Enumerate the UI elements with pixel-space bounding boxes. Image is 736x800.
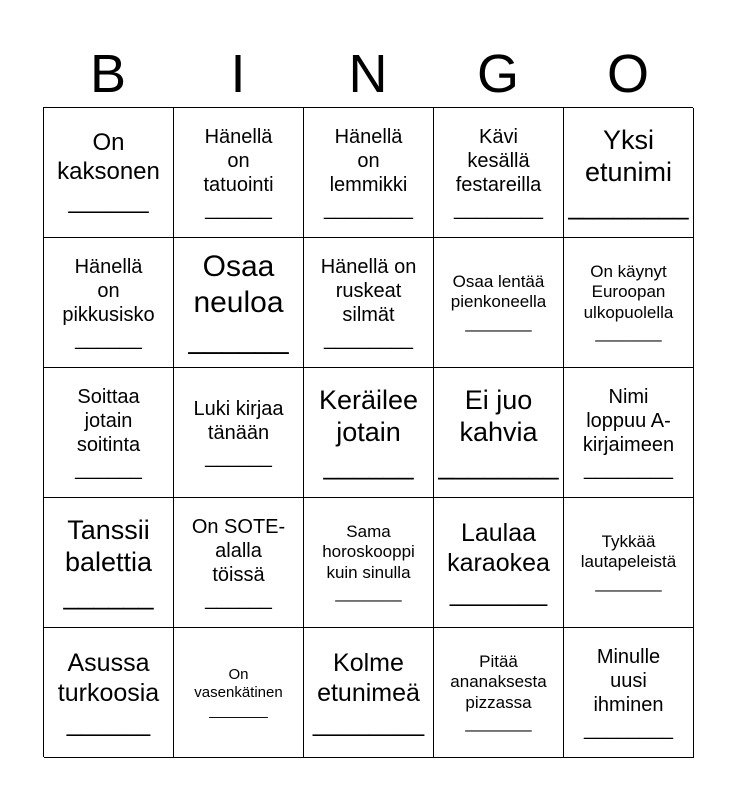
bingo-header [43, 44, 693, 104]
cell-text: Minulle uusi ihminen ________ [584, 645, 673, 740]
bingo-cell[interactable] [434, 108, 564, 238]
cell-text: Keräilee jotain ______ [318, 384, 419, 480]
cell-text: On vasenkätinen _______ [194, 665, 283, 719]
bingo-cell[interactable] [564, 498, 694, 628]
cell-text: On SOTE- alalla töissä ______ [191, 515, 286, 610]
cell-text: Osaa neuloa ______ [188, 249, 289, 355]
bingo-cell[interactable] [44, 628, 174, 758]
cell-text: Laulaa karaokea _______ [447, 518, 550, 607]
header-letter-n: N [348, 44, 388, 104]
cell-text: Kävi kesällä festareilla ________ [454, 125, 543, 220]
bingo-cell[interactable] [174, 238, 304, 368]
bingo-cell[interactable] [174, 628, 304, 758]
cell-text: Osaa lentää pienkoneella _______ [450, 271, 547, 332]
bingo-cell[interactable] [434, 498, 564, 628]
bingo-grid [43, 107, 693, 757]
bingo-cell[interactable] [304, 368, 434, 498]
bingo-cell[interactable] [434, 628, 564, 758]
bingo-cell[interactable] [174, 368, 304, 498]
cell-text: Yksi etunimi ________ [568, 124, 689, 220]
bingo-cell[interactable] [434, 368, 564, 498]
cell-text: On käynyt Euroopan ulkopuolella _______ [583, 261, 674, 342]
header-letter-g: G [476, 44, 519, 104]
cell-text: Asussa turkoosia ______ [57, 648, 160, 737]
bingo-cell[interactable] [564, 238, 694, 368]
bingo-cell[interactable] [564, 628, 694, 758]
bingo-cell[interactable] [304, 498, 434, 628]
header-letter-i: I [230, 44, 246, 104]
cell-text: Hänellä on tatuointi ______ [203, 125, 274, 220]
cell-text: Sama horoskooppi kuin sinulla _______ [322, 521, 415, 602]
bingo-cell[interactable] [44, 498, 174, 628]
cell-text: Nimi loppuu A- kirjaimeen ________ [582, 385, 675, 480]
cell-text: Hänellä on ruskeat silmät ________ [320, 255, 417, 350]
bingo-cell[interactable] [44, 108, 174, 238]
cell-text: Luki kirjaa tänään ______ [193, 397, 284, 468]
bingo-cell[interactable] [44, 238, 174, 368]
bingo-cell[interactable] [44, 368, 174, 498]
bingo-cell[interactable] [304, 628, 434, 758]
bingo-cell[interactable] [174, 108, 304, 238]
bingo-cell[interactable] [434, 238, 564, 368]
cell-text: Hänellä on pikkusisko ______ [62, 255, 155, 350]
cell-text: Pitää ananaksesta pizzassa _______ [450, 651, 547, 732]
cell-text: Soittaa jotain soitinta ______ [75, 385, 142, 480]
header-letter-o: O [606, 44, 649, 104]
bingo-cell[interactable] [174, 498, 304, 628]
bingo-cell[interactable] [564, 368, 694, 498]
cell-text: Hänellä on lemmikki ________ [324, 125, 413, 220]
bingo-cell[interactable] [304, 238, 434, 368]
cell-text: On kaksonen ______ [57, 129, 160, 214]
header-letter-b: B [89, 44, 127, 104]
bingo-cell[interactable] [304, 108, 434, 238]
cell-text: Tykkää lautapeleistä _______ [580, 531, 677, 592]
cell-text: Kolme etunimeä ________ [312, 648, 425, 737]
cell-text: Ei juo kahvia ________ [438, 384, 559, 480]
cell-text: Tanssii balettia ______ [63, 514, 154, 610]
bingo-cell[interactable] [564, 108, 694, 238]
